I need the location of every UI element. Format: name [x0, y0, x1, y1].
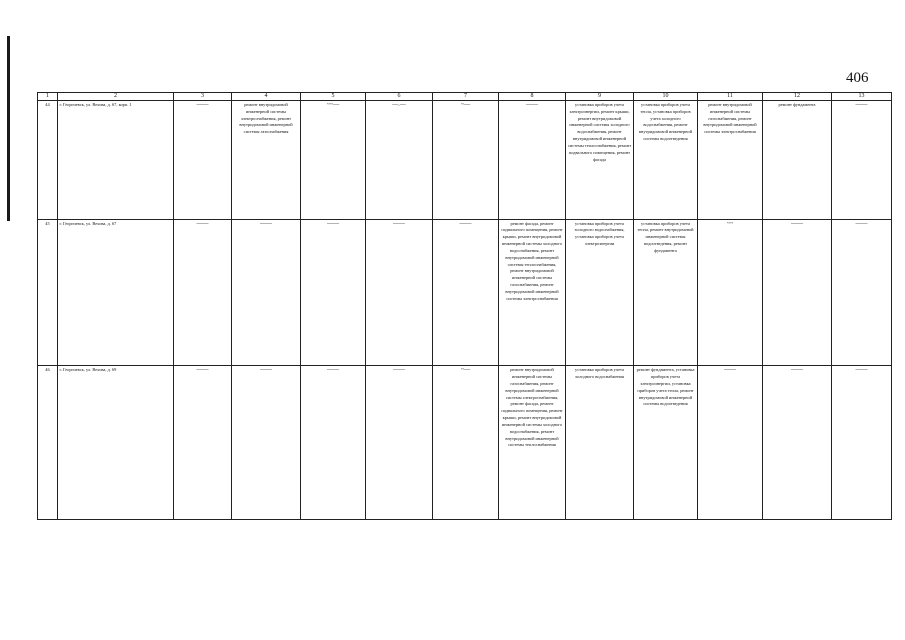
address-cell: г. Георгиевск, ул. Вехова, д. 67, корп. 1 [58, 101, 174, 220]
table-cell: ремонт фасада, ремонт подвального помещения, ремонт крыши, ремонт внутридомовой инженерной системы холодного водоснабжения, ремонт внутридомовой инженерной системы теплоснабжения, ремонт внутридомовой инженерной системы газоснабжения, ремонт внутридомовой инженерной системы электроснабжения [499, 219, 566, 366]
dash-mark: ~~ [726, 220, 734, 227]
table-cell: установка приборов учета электроэнергии, ремонт крыши, ремонт внутридомовой инженерной системы холодного водоснабжения, ремонт внутридомовой инженерной системы теплоснабжения, ремонт подвального помещения, ремонт фасада [566, 101, 634, 220]
dash-mark: ~~— [326, 102, 340, 108]
table-row [38, 366, 892, 520]
table-cell [433, 219, 499, 366]
dash-mark: ~— [460, 102, 471, 108]
table-cell: установка приборов учета холодного водоснабжения, установка приборов учета электроэнергии [566, 219, 634, 366]
dash-mark: —— [724, 367, 736, 374]
dash-mark: ~— [460, 367, 471, 374]
table-cell [499, 101, 566, 220]
column-header: 2 [58, 93, 174, 101]
table-cell [301, 101, 366, 220]
dash-mark: —— [855, 220, 868, 227]
row-number: 44 [38, 101, 58, 220]
table-cell: установка приборов учета тепла, ремонт внутридомовой инженерной системы водоотведения, ремонт фундамента [634, 219, 698, 366]
table-cell [174, 366, 232, 520]
dash-mark: —— [855, 367, 868, 374]
column-header: 13 [832, 93, 892, 101]
dash-mark: —.— [392, 102, 406, 108]
table-cell: ремонт внутридомовой инженерной системы электроснабжения, ремонт внутридомовой инженерной системы газоснабжения [232, 101, 301, 220]
address-cell: г. Георгиевск, ул. Вехова, д. 67 [58, 219, 174, 366]
dash-mark: —— [855, 102, 868, 108]
column-header: 12 [763, 93, 832, 101]
scan-edge-mark [7, 36, 10, 221]
column-header: 3 [174, 93, 232, 101]
table-cell [366, 101, 433, 220]
dash-mark: —— [260, 367, 272, 374]
column-header: 4 [232, 93, 301, 101]
row-number: 46 [38, 366, 58, 520]
dash-mark: —— [393, 367, 405, 374]
dash-mark: —— [526, 102, 538, 108]
column-header: 10 [634, 93, 698, 101]
dash-mark: —— [196, 102, 209, 108]
column-header: 7 [433, 93, 499, 101]
dash-mark: —— [327, 367, 339, 374]
address-cell: г. Георгиевск, ул. Вехова, д. 69 [58, 366, 174, 520]
table-cell [698, 219, 763, 366]
row-number: 45 [38, 219, 58, 366]
table-row [38, 219, 892, 366]
table-cell [698, 366, 763, 520]
dash-mark: —— [327, 220, 339, 227]
dash-mark: —— [393, 220, 405, 227]
column-header: 11 [698, 93, 763, 101]
column-header: 5 [301, 93, 366, 101]
dash-mark: —— [459, 220, 472, 227]
table-cell: ремонт фундамента, установка приборов учета электроэнергии, установка приборов учета тепла, ремонт внутридомовой инженерной системы водоотведения [634, 366, 698, 520]
table-cell [232, 366, 301, 520]
dash-mark: —— [791, 220, 803, 227]
table-cell [433, 366, 499, 520]
page-number: 406 [846, 70, 869, 86]
table-cell [174, 101, 232, 220]
table-cell [763, 219, 832, 366]
table-cell: установка приборов учета тепла, установка приборов учета холодного водоснабжения, ремонт внутридомовой инженерной системы водоотведения [634, 101, 698, 220]
table-cell [763, 366, 832, 520]
table-cell: ремонт фундамента [763, 101, 832, 220]
dash-mark: —— [196, 220, 209, 227]
table-cell [433, 101, 499, 220]
table-cell [301, 366, 366, 520]
table-cell: установка приборов учета холодного водоснабжения [566, 366, 634, 520]
table-cell [366, 219, 433, 366]
column-header: 6 [366, 93, 433, 101]
table-cell: ремонт внутридомовой инженерной системы газоснабжения, ремонт внутридомовой инженерной системы электроснабжения [698, 101, 763, 220]
table-cell [232, 219, 301, 366]
table-cell [832, 101, 892, 220]
dash-mark: —— [791, 367, 803, 374]
column-header: 8 [499, 93, 566, 101]
table-cell [366, 366, 433, 520]
column-header: 1 [38, 93, 58, 101]
works-table [37, 92, 892, 520]
table-header-row [38, 93, 892, 101]
table-cell: ремонт внутридомовой инженерной системы газоснабжения, ремонт внутридомовой инженерной системы электроснабжения, ремонт фасада, ремонт подвального помещения, ремонт крыши, ремонт внутридомовой инженерной системы холодного водоснабжения, ремонт внутридомовой инженерной системы теплоснабжения [499, 366, 566, 520]
table-cell [174, 219, 232, 366]
table-row [38, 101, 892, 220]
column-header: 9 [566, 93, 634, 101]
dash-mark: —— [196, 367, 209, 374]
table-cell [301, 219, 366, 366]
dash-mark: —— [260, 220, 272, 227]
table-cell [832, 219, 892, 366]
table-cell [832, 366, 892, 520]
